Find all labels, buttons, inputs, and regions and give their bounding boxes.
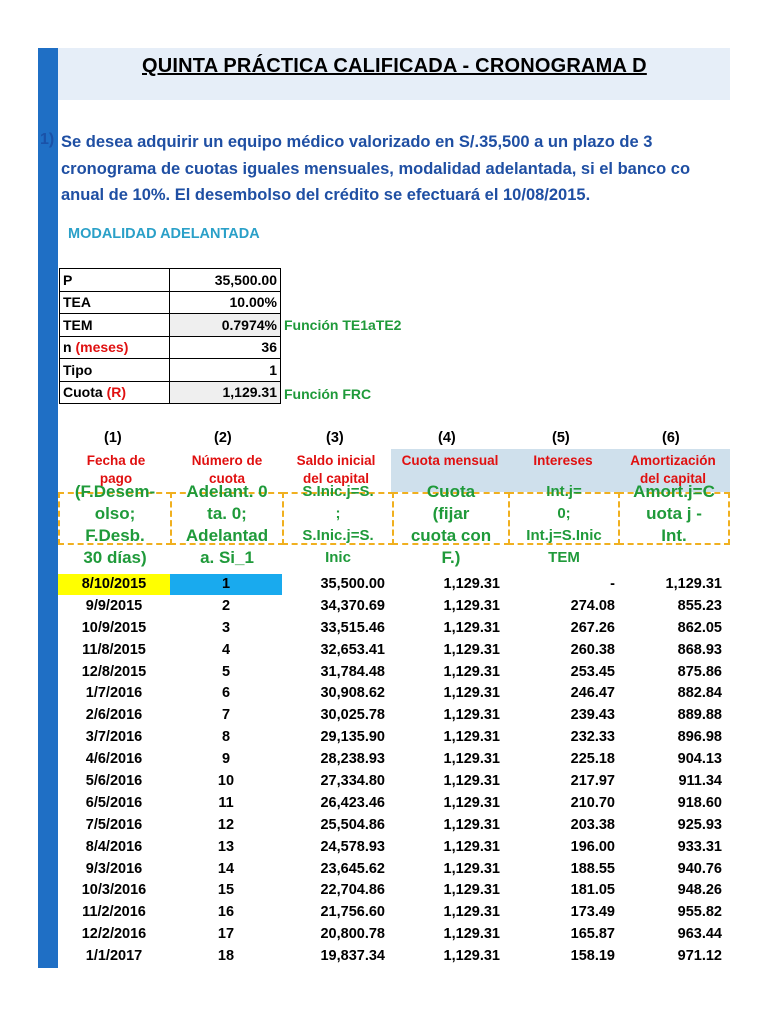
header-intereses: Intereses [533, 453, 593, 468]
cell-interes[interactable]: 253.45 [570, 663, 615, 680]
cell-saldo[interactable]: 28,238.93 [320, 751, 385, 768]
formula-cell[interactable]: Amort.j=C uota j - Int. [618, 492, 730, 545]
formula-cell[interactable]: Int.j= 0; Int.j=S.Inic TEM [508, 492, 620, 545]
table-row [58, 683, 730, 705]
param-label[interactable]: n (meses) [60, 336, 170, 359]
table-row [58, 640, 730, 662]
problem-line: Se desea adquirir un equipo médico valorizado en S/.35,500 a un plazo de 3 [61, 133, 653, 151]
cell-saldo[interactable]: 20,800.78 [320, 926, 385, 943]
column-number: (3) [326, 430, 344, 446]
table-row [58, 880, 730, 902]
table-row [58, 749, 730, 771]
cell-amortizacion[interactable]: 889.88 [677, 707, 722, 724]
table-row [58, 946, 730, 968]
table-row [58, 705, 730, 727]
cell-interes[interactable]: 274.08 [570, 597, 615, 614]
param-row [60, 269, 281, 292]
cell-saldo[interactable]: 19,837.34 [320, 948, 385, 965]
cell-interes[interactable]: 196.00 [570, 838, 615, 855]
problem-statement [61, 129, 729, 209]
table-row [58, 902, 730, 924]
formula-cell[interactable]: S.Inic.j=S. ; S.Inic.j=S. Inic [282, 492, 394, 545]
cell-numero[interactable]: 10 [217, 773, 235, 790]
cell-fecha[interactable]: 10/3/2016 [81, 882, 147, 899]
cell-fecha[interactable]: 10/9/2015 [81, 619, 147, 636]
cell-fecha[interactable]: 7/5/2016 [85, 816, 143, 833]
param-label[interactable]: TEA [60, 291, 170, 314]
cell-cuota[interactable]: 1,129.31 [443, 729, 500, 746]
cell-cuota[interactable]: 1,129.31 [443, 641, 500, 658]
problem-line: anual de 10%. El desembolso del crédito se efectuará el 10/08/2015. [61, 186, 591, 204]
param-value[interactable]: 1,129.31 [170, 381, 281, 404]
cell-amortizacion[interactable]: 971.12 [677, 948, 722, 965]
cell-amortizacion[interactable]: 940.76 [677, 860, 722, 877]
section-title: MODALIDAD ADELANTADA [68, 226, 260, 242]
cell-amortizacion[interactable]: 896.98 [677, 729, 722, 746]
cell-interes[interactable]: 203.38 [570, 816, 615, 833]
table-row [58, 727, 730, 749]
table-row [58, 771, 730, 793]
cell-amortizacion[interactable]: 911.34 [678, 773, 722, 790]
cell-numero[interactable]: 11 [218, 794, 234, 811]
param-row [60, 291, 281, 314]
param-value[interactable]: 35,500.00 [170, 269, 281, 292]
cell-cuota[interactable]: 1,129.31 [443, 685, 500, 702]
cell-numero[interactable]: 6 [221, 685, 231, 702]
cell-amortizacion[interactable]: 882.84 [677, 685, 722, 702]
cell-cuota[interactable]: 1,129.31 [443, 860, 500, 877]
cell-numero[interactable]: 17 [217, 926, 235, 943]
cell-fecha[interactable]: 1/7/2016 [85, 685, 143, 702]
param-value[interactable]: 10.00% [170, 291, 281, 314]
cell-interes[interactable]: 260.38 [570, 641, 615, 658]
problem-line: cronograma de cuotas iguales mensuales, modalidad adelantada, si el banco co [61, 159, 691, 178]
column-number: (5) [552, 430, 570, 446]
left-accent-bar [38, 48, 58, 968]
cell-saldo[interactable]: 30,025.78 [320, 707, 385, 724]
column-number: (2) [214, 430, 232, 446]
cell-numero[interactable]: 8 [221, 729, 231, 746]
formula-cell[interactable]: (F.Desem- olso; F.Desb. 30 días) [58, 492, 172, 545]
column-number: (6) [662, 430, 680, 446]
column-numbers [60, 430, 740, 450]
cell-numero[interactable]: 14 [217, 860, 235, 877]
cell-amortizacion[interactable]: 855.23 [677, 597, 722, 614]
column-number: (1) [104, 430, 122, 446]
cell-saldo[interactable]: 32,653.41 [320, 641, 385, 658]
cell-saldo[interactable]: 27,334.80 [320, 773, 385, 790]
cell-numero[interactable]: 4 [221, 641, 231, 658]
cell-cuota[interactable]: 1,129.31 [443, 751, 500, 768]
cell-interes[interactable]: 165.87 [570, 926, 615, 943]
cell-saldo[interactable]: 26,423.46 [320, 794, 385, 811]
page-title: QUINTA PRÁCTICA CALIFICADA - CRONOGRAMA D [142, 55, 647, 77]
cell-fecha[interactable]: 9/3/2016 [85, 860, 143, 877]
cell-cuota[interactable]: 1,129.31 [443, 663, 500, 680]
cell-numero[interactable]: 12 [217, 816, 235, 833]
parameters-table [59, 268, 281, 404]
cell-numero[interactable]: 3 [221, 619, 231, 636]
cell-amortizacion[interactable]: 868.93 [677, 641, 722, 658]
cell-fecha[interactable]: 8/10/2015 [81, 576, 147, 592]
cell-cuota[interactable]: 1,129.31 [443, 904, 500, 921]
cell-cuota[interactable]: 1,129.31 [443, 882, 500, 899]
cell-fecha[interactable]: 5/6/2016 [85, 773, 143, 790]
param-label[interactable]: P [60, 269, 170, 292]
cell-cuota[interactable]: 1,129.31 [443, 816, 500, 833]
cell-amortizacion[interactable]: 875.86 [677, 663, 722, 680]
cell-fecha[interactable]: 8/4/2016 [85, 838, 143, 855]
cell-saldo[interactable]: 21,756.60 [320, 904, 385, 921]
cell-fecha[interactable]: 11/2/2016 [82, 904, 146, 921]
cell-fecha[interactable]: 1/1/2017 [85, 948, 143, 965]
schedule-table [58, 574, 730, 968]
cell-numero[interactable]: 1 [221, 576, 231, 592]
cell-numero[interactable]: 16 [217, 904, 235, 921]
param-value[interactable]: 0.7974% [170, 314, 281, 337]
cell-interes[interactable]: 232.33 [570, 729, 615, 746]
cell-amortizacion[interactable]: 955.82 [677, 904, 722, 921]
cell-numero[interactable]: 5 [221, 663, 231, 680]
formula-cell[interactable]: Adelant. 0 ta. 0; Adelantad a. Si_1 [170, 492, 284, 545]
cell-interes[interactable]: 158.19 [570, 948, 615, 965]
cell-numero[interactable]: 2 [221, 597, 231, 614]
header-cuota: Cuota mensual [401, 453, 499, 468]
header-fecha: Fecha de pago [86, 453, 146, 486]
cell-saldo[interactable]: 35,500.00 [320, 576, 385, 592]
cell-fecha[interactable]: 4/6/2016 [85, 751, 143, 768]
table-row [58, 596, 730, 618]
cell-interes[interactable]: 217.97 [570, 773, 615, 790]
cell-cuota[interactable]: 1,129.31 [443, 948, 500, 965]
header-saldo: Saldo inicial del capital [296, 453, 376, 486]
question-number: 1) [40, 131, 55, 148]
cell-cuota[interactable]: 1,129.31 [443, 597, 500, 614]
cell-amortizacion[interactable]: 904.13 [677, 751, 722, 768]
cell-interes[interactable]: 246.47 [570, 685, 615, 702]
cell-interes[interactable]: 210.70 [570, 794, 615, 811]
cuota-function-note: Función FRC [284, 386, 372, 402]
cell-fecha[interactable]: 3/7/2016 [85, 729, 143, 746]
cell-interes[interactable]: 173.49 [570, 904, 615, 921]
cell-fecha[interactable]: 11/8/2015 [82, 641, 146, 658]
cell-saldo[interactable]: 30,908.62 [320, 685, 385, 702]
cell-numero[interactable]: 18 [217, 948, 235, 965]
cell-amortizacion[interactable]: 925.93 [677, 816, 722, 833]
cell-cuota[interactable]: 1,129.31 [443, 773, 500, 790]
cell-fecha[interactable]: 12/8/2015 [81, 663, 147, 680]
cell-numero[interactable]: 7 [221, 707, 231, 724]
param-value[interactable]: 36 [170, 336, 281, 359]
table-row [58, 924, 730, 946]
param-row [60, 314, 281, 337]
param-row [60, 359, 281, 382]
cell-saldo[interactable]: 22,704.86 [320, 882, 385, 899]
cell-numero[interactable]: 13 [217, 838, 235, 855]
cell-amortizacion[interactable]: 918.60 [677, 794, 722, 811]
formula-cell[interactable]: Cuota (fijar cuota con F.) [392, 492, 510, 545]
table-row [58, 574, 730, 596]
table-row [58, 662, 730, 684]
cell-saldo[interactable]: 24,578.93 [320, 838, 385, 855]
param-label[interactable]: Tipo [60, 359, 170, 382]
column-number: (4) [438, 430, 456, 446]
cell-amortizacion[interactable]: 963.44 [677, 926, 722, 943]
cell-saldo[interactable]: 31,784.48 [320, 663, 385, 680]
cell-saldo[interactable]: 34,370.69 [320, 597, 385, 614]
cell-fecha[interactable]: 6/5/2016 [85, 794, 143, 811]
cell-amortizacion[interactable]: 862.05 [677, 619, 722, 636]
cell-amortizacion[interactable]: 1,129.31 [665, 576, 722, 592]
param-label[interactable]: TEM [60, 314, 170, 337]
tem-function-note: Función TE1aTE2 [284, 317, 402, 333]
table-row [58, 815, 730, 837]
table-row [58, 837, 730, 859]
cell-interes[interactable]: 225.18 [570, 751, 615, 768]
cell-interes[interactable]: 181.05 [570, 882, 615, 899]
param-value[interactable]: 1 [170, 359, 281, 382]
cell-cuota[interactable]: 1,129.31 [443, 926, 500, 943]
table-row [58, 618, 730, 640]
cell-cuota[interactable]: 1,129.31 [443, 794, 500, 811]
param-row [60, 336, 281, 359]
cell-fecha[interactable]: 9/9/2015 [85, 597, 143, 614]
cell-saldo[interactable]: 33,515.46 [320, 619, 385, 636]
cell-saldo[interactable]: 29,135.90 [320, 729, 385, 746]
table-row [58, 859, 730, 881]
cell-amortizacion[interactable]: 933.31 [677, 838, 722, 855]
param-row [60, 381, 281, 404]
cell-saldo[interactable]: 25,504.86 [320, 816, 385, 833]
table-row [58, 793, 730, 815]
cell-cuota[interactable]: 1,129.31 [443, 707, 500, 724]
param-label[interactable]: Cuota (R) [60, 381, 170, 404]
cell-interes[interactable]: 239.43 [570, 707, 615, 724]
cell-amortizacion[interactable]: 948.26 [677, 882, 722, 899]
cell-interes[interactable]: 267.26 [570, 619, 615, 636]
cell-numero[interactable]: 15 [217, 882, 235, 899]
formula-row [58, 482, 730, 567]
cell-interes[interactable]: 188.55 [570, 860, 615, 877]
cell-fecha[interactable]: 12/2/2016 [81, 926, 147, 943]
header-numero: Número de cuota [191, 453, 263, 486]
cell-fecha[interactable]: 2/6/2016 [85, 707, 143, 724]
cell-cuota[interactable]: 1,129.31 [443, 576, 500, 592]
cell-saldo[interactable]: 23,645.62 [320, 860, 385, 877]
cell-interes[interactable]: - [610, 576, 615, 592]
cell-numero[interactable]: 9 [221, 751, 231, 768]
cell-cuota[interactable]: 1,129.31 [443, 619, 500, 636]
header-amortizacion: Amortización del capital [630, 453, 716, 486]
cell-cuota[interactable]: 1,129.31 [443, 838, 500, 855]
